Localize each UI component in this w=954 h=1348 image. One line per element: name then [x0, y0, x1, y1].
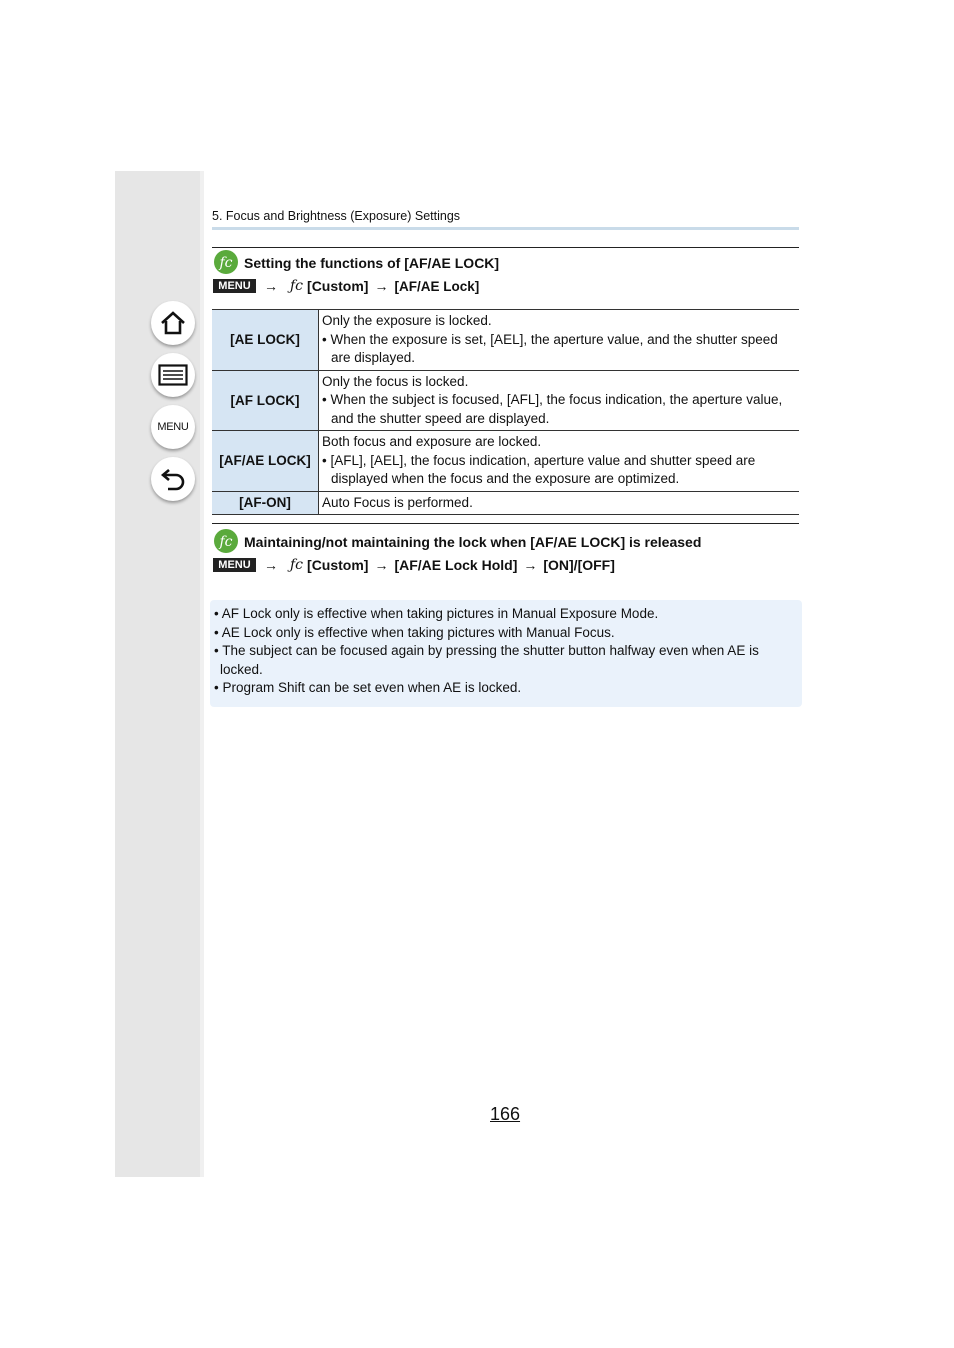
path-options: [ON]/[OFF] — [543, 557, 615, 573]
arrow: → — [374, 278, 389, 294]
section-title: Setting the functions of [AF/AE LOCK] — [244, 255, 500, 271]
desc-line: Only the focus is locked. — [322, 373, 469, 389]
svg-text:fc: fc — [219, 255, 233, 271]
table-key: [AF-ON] — [212, 491, 319, 515]
custom-menu-glyph-icon: ƒc — [290, 557, 304, 573]
table-desc — [319, 370, 800, 431]
section-divider — [212, 523, 799, 524]
path-target: [AF/AE Lock Hold] — [394, 557, 518, 573]
table-row — [212, 310, 799, 371]
desc-bullet: • When the subject is focused, [AFL], the focus indication, the aperture value, and the shutter speed are displayed. — [322, 392, 783, 426]
path-custom: [Custom] — [307, 278, 369, 294]
desc-line: Auto Focus is performed. — [322, 494, 473, 510]
desc-line: Both focus and exposure are locked. — [322, 434, 542, 449]
custom-menu-icon — [214, 250, 238, 274]
note-item: • AE Lock only is effective when taking pictures with Manual Focus. — [214, 624, 615, 640]
back-arrow-icon — [159, 466, 187, 492]
table-key: [AF LOCK] — [212, 370, 319, 431]
settings-table — [212, 309, 799, 515]
path-custom: [Custom] — [307, 557, 369, 573]
breadcrumb-rule — [212, 227, 799, 230]
table-row — [212, 370, 799, 431]
contents-list-icon — [158, 364, 188, 386]
svg-text:fc: fc — [219, 534, 233, 550]
menu-button-label: MENU — [157, 421, 189, 433]
table-key: [AF/AE LOCK] — [212, 431, 319, 492]
page-number: 166 — [490, 1104, 521, 1124]
desc-line: Only the exposure is locked. — [322, 313, 492, 328]
table-key: [AE LOCK] — [212, 310, 319, 371]
table-desc — [319, 491, 800, 515]
table-row — [212, 431, 799, 492]
note-item: • AF Lock only is effective when taking pictures in Manual Exposure Mode. — [214, 606, 659, 621]
desc-bullet: • When the exposure is set, [AEL], the aperture value, and the shutter speed are displayed. — [322, 331, 778, 365]
home-button[interactable] — [151, 301, 195, 345]
table-row — [212, 491, 799, 515]
table-desc — [319, 310, 800, 371]
note-item: • The subject can be focused again by pressing the shutter button halfway even when AE is locked. — [214, 643, 759, 677]
arrow: → — [264, 557, 278, 573]
custom-menu-icon — [214, 529, 238, 553]
arrow: → — [374, 557, 389, 573]
section-divider — [212, 247, 799, 248]
menu-path — [213, 557, 615, 573]
notes-box — [210, 600, 802, 707]
section-title: Maintaining/not maintaining the lock when [AF/AE LOCK] is released — [244, 534, 702, 550]
menu-button[interactable] — [151, 405, 195, 449]
menu-tag: MENU — [213, 558, 256, 572]
contents-button[interactable] — [151, 353, 195, 397]
custom-menu-glyph-icon: ƒc — [290, 278, 304, 294]
breadcrumb: 5. Focus and Brightness (Exposure) Settings — [212, 209, 461, 223]
arrow: → — [523, 557, 538, 573]
note-item: • Program Shift can be set even when AE is locked. — [214, 680, 522, 695]
arrow: → — [264, 278, 278, 294]
desc-bullet: • [AFL], [AEL], the focus indication, aperture value and shutter speed are displayed when the focus and the exposure are optimized. — [322, 452, 756, 486]
table-desc — [319, 431, 800, 492]
home-icon — [159, 309, 187, 337]
sidebar-edge — [200, 171, 204, 1177]
menu-tag: MENU — [213, 279, 256, 293]
menu-path — [213, 278, 479, 294]
back-button[interactable] — [151, 457, 195, 501]
path-target: [AF/AE Lock] — [394, 278, 480, 294]
